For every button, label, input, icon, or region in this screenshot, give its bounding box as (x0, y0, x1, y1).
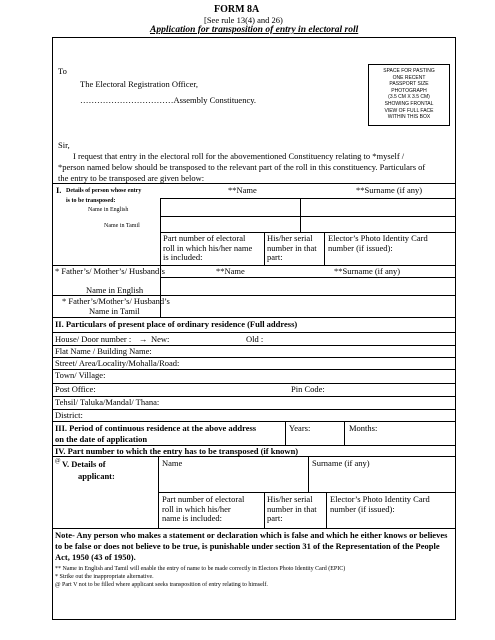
section-4-heading: IV. Part number to which the entry has to be transposed (if known) (55, 446, 299, 456)
rule-reference: [See rule 13(4) and 26) (204, 15, 283, 25)
house-number-label: House/ Door number : (55, 334, 132, 344)
pin-code-label: Pin Code: (291, 384, 325, 394)
to-label: To (58, 66, 67, 76)
arrow-right-icon: → (139, 334, 148, 344)
footnote-part-v: @ Part V not to be filled where applicant seeks transposition of entry relating to himself. (55, 582, 268, 588)
section-1-heading: Details of person whose entry (66, 188, 142, 194)
applicant-name-header: Name (162, 458, 183, 468)
relation-surname-header: **Surname (if any) (334, 266, 401, 276)
photo-box-line: SHOWING FRONTAL (384, 100, 434, 107)
applicant-serial-number-label: His/her serial number in that part: (267, 494, 317, 523)
section-2-heading: II. Particulars of present place of ordinary residence (Full address) (55, 319, 298, 329)
officer-label: The Electoral Registration Officer, (80, 79, 198, 89)
section-3-heading: III. Period of continuous residence at the above address (55, 423, 257, 433)
relation-name-header: **Name (216, 266, 245, 276)
street-label: Street/ Area/Locality/Mohalla/Road: (55, 358, 180, 368)
section-5-heading: V. Details of (62, 459, 106, 469)
photo-box-line: VIEW OF FULL FACE (384, 107, 434, 114)
photo-box-line: (3.5 CM X 3.5 CM) (388, 94, 430, 101)
form-number: FORM 8A (214, 4, 260, 15)
photo-box-line: PHOTOGRAPH (391, 87, 427, 94)
tehsil-label: Tehsil/ Taluka/Mandal/ Thana: (55, 397, 160, 407)
legal-note: Note- Any person who makes a statement or declaration which is false and which he either knows or believes to be false or does not believe to be true, is punishable under section 31 of the Representation of the People Act, 1950 (43 of 1950). (55, 530, 448, 562)
post-office-label: Post Office: (55, 384, 96, 394)
house-new-label: New: (151, 334, 170, 344)
name-english-label: Name in English (88, 207, 129, 213)
letter-line: *person named below should be transposed to the relevant part of the roll in this constituency. Particulars of (58, 162, 426, 172)
applicant-part-number-label: Part number of electoral roll in which his/her name is included: (162, 494, 245, 523)
name-tamil-label: Name in Tamil (104, 223, 140, 229)
constituency-field[interactable]: ……………………………Assembly Constituency. (80, 95, 257, 105)
relation-tamil-label-cont: Name in Tamil (89, 306, 140, 316)
at-marker: @ (55, 458, 61, 464)
surname-column-header: **Surname (if any) (356, 185, 423, 195)
photo-box-line: PASSPORT SIZE (389, 81, 429, 88)
section-1-heading-cont: is to be transposed: (66, 198, 116, 204)
epic-label: Elector’s Photo Identity Card number (if issued): (328, 233, 428, 253)
photo-box[interactable] (368, 64, 450, 126)
months-label: Months: (349, 423, 378, 433)
relation-english-label: Name in English (86, 285, 144, 295)
applicant-surname-header: Surname (if any) (312, 458, 370, 468)
salutation: Sir, (58, 140, 70, 150)
footnote-strike-out: * Strike out the inappropriate alternative. (55, 574, 154, 580)
part-number-label: Part number of electoral roll in which his/her name is included: (163, 233, 253, 262)
section-5-heading-cont: applicant: (78, 471, 115, 481)
district-label: District: (55, 410, 83, 420)
letter-line: I request that entry in the electoral roll for the abovementioned Constituency relating to *myself / (73, 151, 405, 161)
serial-number-label: His/her serial number in that part: (267, 233, 317, 262)
form-title: Application for transposition of entry in electoral roll (150, 25, 359, 35)
name-column-header: **Name (228, 185, 257, 195)
photo-box-line: ONE RECENT (392, 74, 426, 81)
photo-box-line: SPACE FOR PASTING (383, 68, 435, 74)
photo-box-line: WITHIN THIS BOX (387, 114, 431, 121)
relation-tamil-label: * Father’s/Mother’s/ Husband’s (62, 296, 170, 306)
letter-line: the entry to be transposed are given below: (58, 173, 205, 183)
years-label: Years: (289, 423, 311, 433)
section-3-heading-cont: on the date of application (55, 434, 148, 444)
house-old-label: Old : (246, 334, 264, 344)
section-1-number: I. (56, 185, 62, 195)
footnote-name-language: ** Name in English and Tamil will enable the entry of name to be made correctly in Electors Photo Identity Card (EPIC) (55, 566, 346, 572)
relation-label: * Father’s/ Mother’s/ Husband’s (55, 266, 165, 276)
applicant-epic-label: Elector’s Photo Identity Card number (if issued): (330, 494, 430, 514)
town-label: Town/ Village: (55, 370, 106, 380)
flat-name-label: Flat Name / Building Name: (55, 346, 152, 356)
